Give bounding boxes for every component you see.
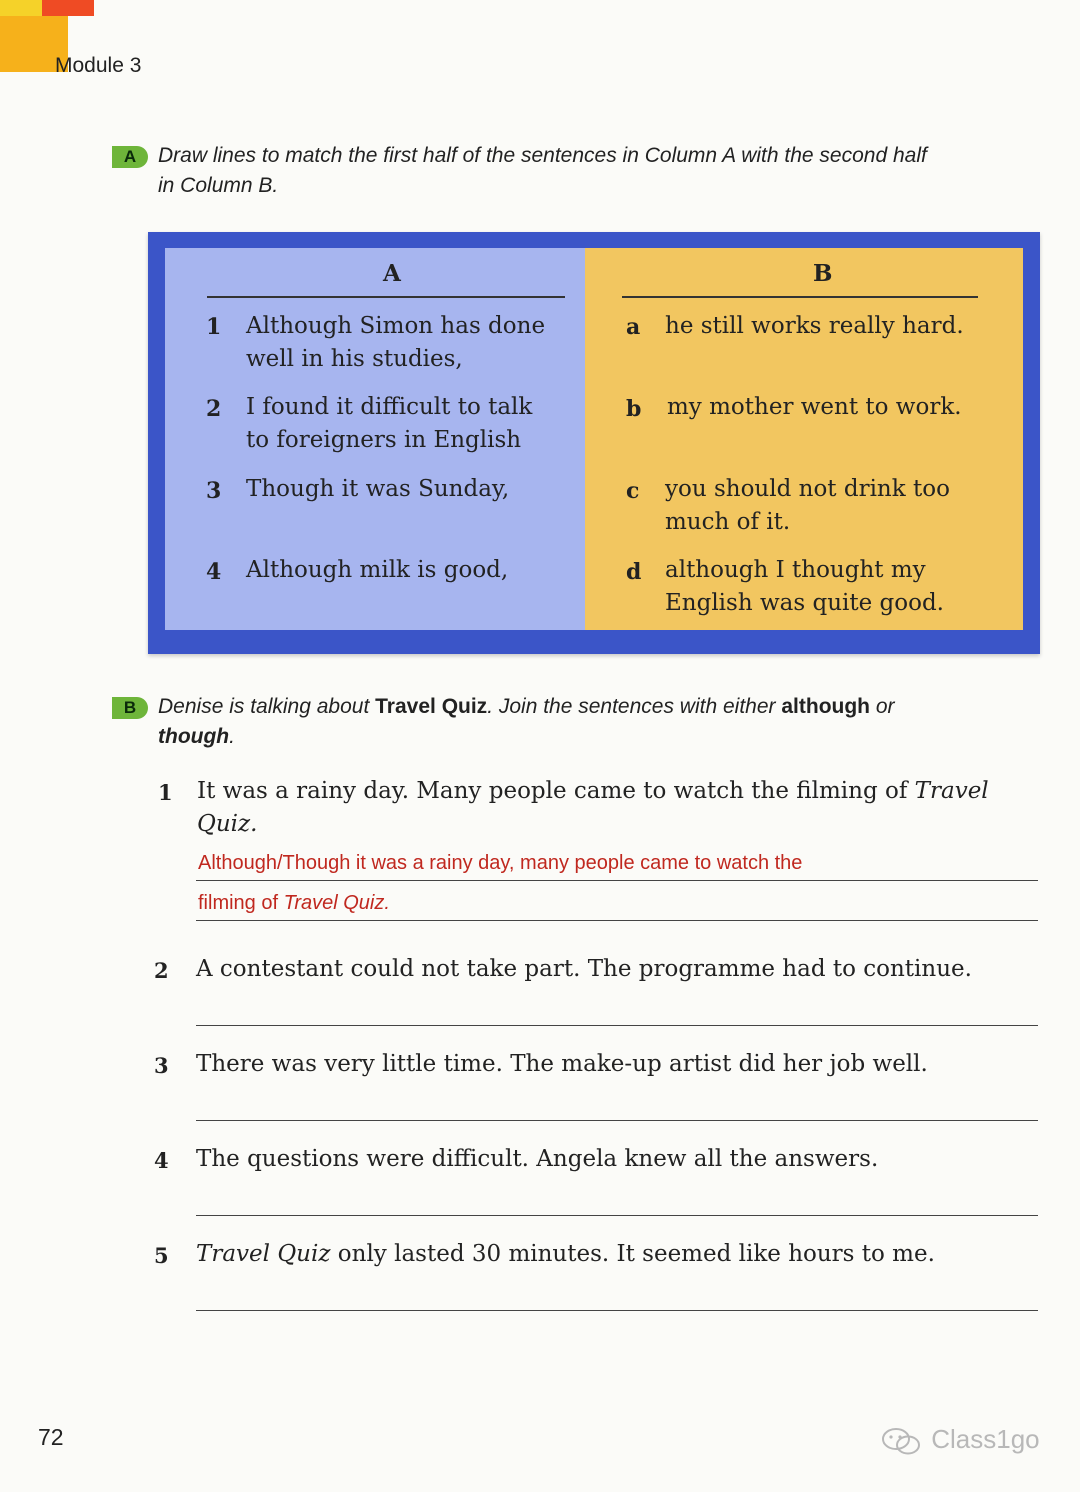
question-number: 1	[158, 780, 173, 805]
column-b-item-line1: he still works really hard.	[665, 313, 964, 339]
section-a-badge: A	[112, 146, 148, 168]
column-b-rule	[622, 296, 978, 298]
instruction-text: . Join the sentences with either	[487, 695, 782, 718]
answer-text-part: filming of	[198, 892, 284, 914]
column-a-rule	[207, 296, 565, 298]
column-a-item[interactable]	[246, 554, 508, 587]
column-a-header: A	[383, 260, 401, 287]
section-a-instruction	[158, 141, 1058, 201]
answer-text[interactable]	[198, 892, 390, 915]
instruction-text: Denise is talking about	[158, 695, 376, 718]
instruction-bold-although: although	[781, 695, 871, 718]
page-number: 72	[38, 1424, 64, 1450]
column-b-item-line1: my mother went to work.	[667, 394, 962, 420]
column-b-item[interactable]	[665, 310, 964, 343]
column-b-item[interactable]	[665, 473, 950, 539]
question-text	[196, 1238, 1046, 1271]
answer-line[interactable]	[196, 1310, 1038, 1311]
column-b-letter: c	[626, 478, 640, 504]
watermark	[880, 1424, 1040, 1456]
instruction-text: .	[229, 725, 235, 748]
question-number: 5	[154, 1243, 169, 1268]
watermark-text: Class1go	[931, 1424, 1040, 1454]
question-text-italic: Quiz.	[197, 811, 258, 837]
question-number: 4	[154, 1148, 169, 1173]
column-a-item[interactable]	[246, 473, 509, 506]
column-a-item-line1: I found it difficult to talk	[246, 394, 533, 420]
section-b-badge: B	[112, 697, 148, 719]
column-a-item-line2: to foreigners in English	[246, 427, 522, 453]
column-a-num: 2	[206, 396, 222, 422]
column-b-item-line2: English was quite good.	[665, 590, 944, 616]
column-a-item[interactable]	[246, 391, 532, 457]
question-text-part: It was a rainy day. Many people came to watch the filming of	[197, 778, 915, 804]
question-text: The questions were difficult. Angela knew all the answers.	[196, 1146, 879, 1172]
question-text: There was very little time. The make-up artist did her job well.	[196, 1051, 928, 1077]
column-a-item[interactable]	[246, 310, 545, 376]
instruction-text: or	[870, 695, 895, 718]
column-a-item-line1: Though it was Sunday,	[246, 476, 510, 502]
question-text: A contestant could not take part. The programme had to continue.	[196, 956, 972, 982]
corner-decoration-yellow	[0, 0, 42, 16]
module-label: Module 3	[55, 54, 142, 77]
corner-decoration-red	[42, 0, 94, 16]
section-b-instruction	[158, 692, 1058, 752]
column-b-item[interactable]	[667, 391, 962, 424]
question-text-italic: Travel	[914, 778, 989, 804]
instruction-bold-though: though	[158, 725, 230, 748]
section-a-instruction-line1: Draw lines to match the first half of the sentences in Column A with the second half	[158, 144, 927, 167]
column-b-letter: d	[626, 559, 642, 585]
column-a-num: 1	[206, 314, 222, 340]
question-text-part: only lasted 30 minutes. It seemed like hours to me.	[330, 1241, 935, 1267]
answer-line[interactable]	[196, 920, 1038, 921]
question-text-italic: Travel Quiz	[196, 1241, 331, 1267]
chat-bubbles-icon	[880, 1426, 924, 1456]
column-b-letter: b	[626, 396, 642, 422]
section-a-instruction-line2: in Column B.	[158, 174, 279, 197]
column-b-item[interactable]	[665, 554, 944, 620]
question-text	[197, 775, 1047, 841]
column-a-num: 3	[206, 478, 222, 504]
column-b-letter: a	[626, 314, 641, 340]
column-b-item-line2: much of it.	[665, 509, 791, 535]
answer-line[interactable]	[196, 1025, 1038, 1026]
answer-line[interactable]	[196, 1215, 1038, 1216]
column-a-item-line2: well in his studies,	[246, 346, 463, 372]
answer-text[interactable]: Although/Though it was a rainy day, many people came to watch the	[198, 852, 803, 874]
answer-line[interactable]	[196, 1120, 1038, 1121]
question-number: 3	[154, 1053, 169, 1078]
question-number: 2	[154, 958, 169, 983]
instruction-bold-title: Travel Quiz	[375, 695, 488, 718]
column-a-num: 4	[206, 559, 222, 585]
answer-text-italic: Travel Quiz.	[283, 892, 390, 914]
answer-line[interactable]	[196, 880, 1038, 881]
column-b-header: B	[813, 260, 833, 287]
column-b-item-line1: you should not drink too	[665, 476, 950, 502]
column-a-item-line1: Although milk is good,	[246, 557, 509, 583]
column-a-item-line1: Although Simon has done	[246, 313, 546, 339]
column-b-item-line1: although I thought my	[665, 557, 926, 583]
